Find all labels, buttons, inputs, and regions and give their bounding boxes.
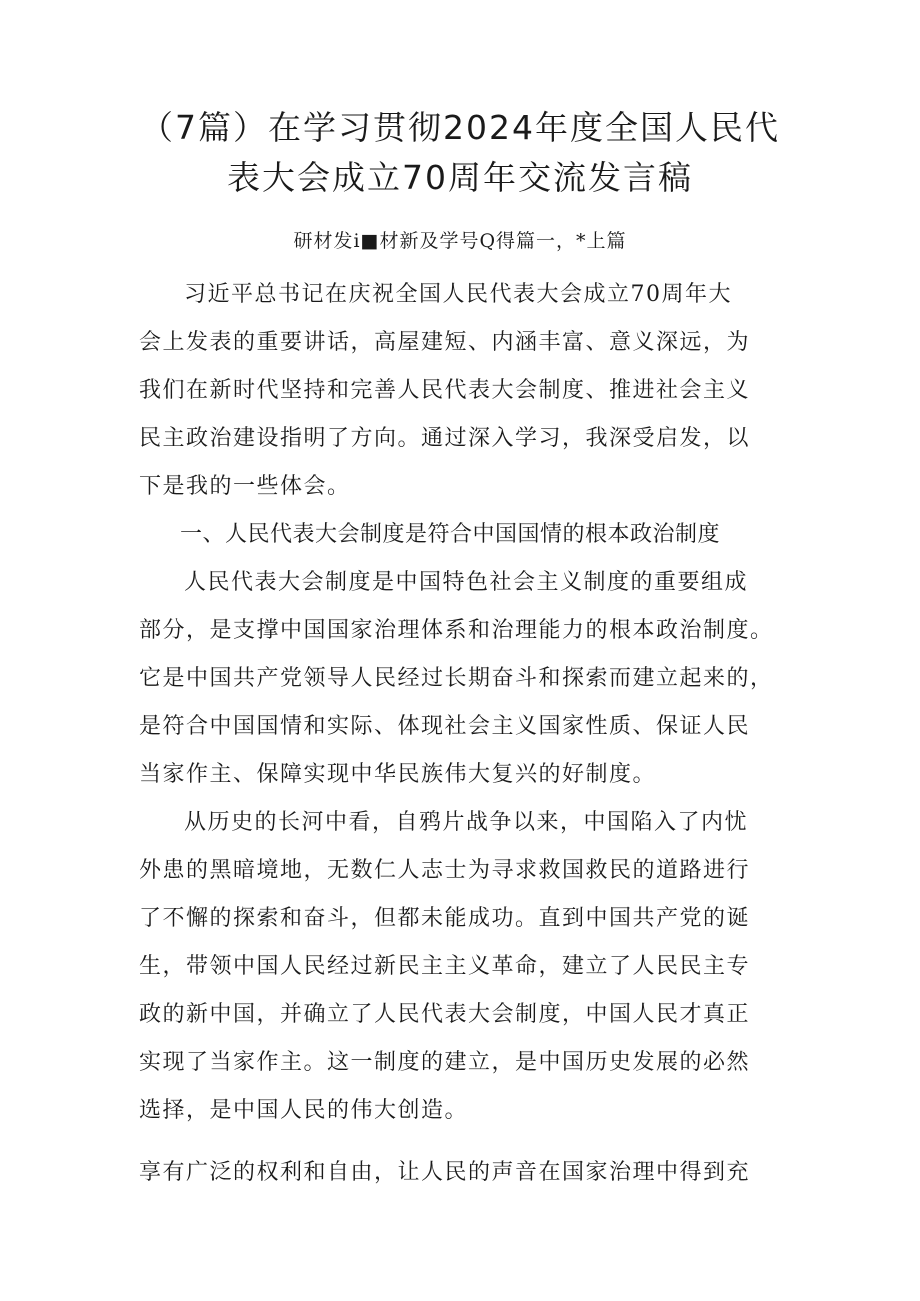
paragraph-1-line-2: 会上发表的重要讲话，高屋建短、内涵丰富、意义深远，为 <box>139 330 751 355</box>
paragraph-1-line-1: 习近平总书记在庆祝全国人民代表大会成立70周年大 <box>184 282 732 307</box>
paragraph-1-line-3: 我们在新时代坚持和完善人民代表大会制度、推进社会主义 <box>139 378 751 403</box>
document-title-line-2: 表大会成立70周年交流发言稿 <box>227 158 693 197</box>
section-heading-1: 一、人民代表大会制度是符合中国国情的根本政治制度 <box>180 522 721 547</box>
paragraph-2-line-3: 它是中国共产党领导人民经过长期奋斗和探索而建立起来的， <box>139 666 774 691</box>
paragraph-2-line-1: 人民代表大会制度是中国特色社会主义制度的重要组成 <box>184 570 749 595</box>
paragraph-3-line-2: 外患的黑暗境地，无数仁人志士为寻求救国救民的道路进行 <box>139 858 751 883</box>
paragraph-3-line-6: 实现了当家作主。这一制度的建立，是中国历史发展的必然 <box>139 1050 751 1075</box>
paragraph-3-line-3: 了不懈的探索和奋斗，但都未能成功。直到中国共产党的诞 <box>139 906 751 931</box>
paragraph-4-line-1: 享有广泛的权利和自由，让人民的声音在国家治理中得到充 <box>139 1160 751 1185</box>
paragraph-2-line-2: 部分，是支撑中国国家治理体系和治理能力的根本政治制度。 <box>139 618 774 643</box>
paragraph-2-line-4: 是符合中国国情和实际、体现社会主义国家性质、保证人民 <box>139 714 751 739</box>
paragraph-3-line-7: 选择，是中国人民的伟大创造。 <box>139 1098 469 1123</box>
paragraph-3-line-1: 从历史的长河中看，自鸦片战争以来，中国陷入了内忧 <box>184 810 749 835</box>
paragraph-1-line-5: 下是我的一些体会。 <box>139 474 351 499</box>
paragraph-3-line-5: 政的新中国，并确立了人民代表大会制度，中国人民才真正 <box>139 1002 751 1027</box>
document-title-line-1: （7篇）在学习贯彻2024年度全国人民代 <box>140 108 780 147</box>
document-subtitle: 研材发i■材新及学号Q得篇一，*上篇 <box>293 230 627 252</box>
paragraph-1-line-4: 民主政治建设指明了方向。通过深入学习，我深受启发，以 <box>139 426 751 451</box>
paragraph-2-line-5: 当家作主、保障实现中华民族伟大复兴的好制度。 <box>139 762 657 787</box>
paragraph-3-line-4: 生，带领中国人民经过新民主主义革命，建立了人民民主专 <box>139 954 751 979</box>
